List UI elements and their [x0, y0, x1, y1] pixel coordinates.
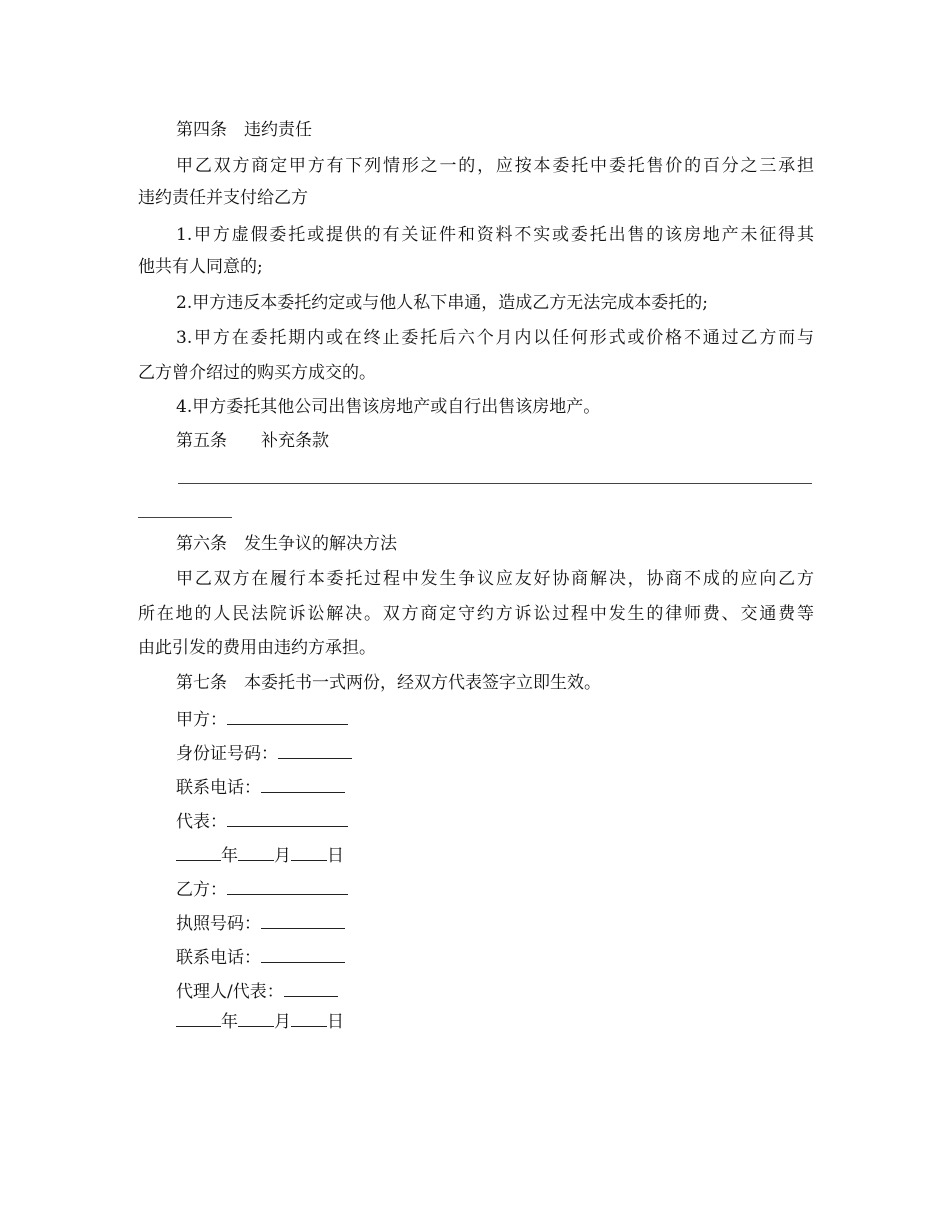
- article-4-item-3-line-2: 乙方曾介绍过的购买方成交的。: [138, 363, 376, 383]
- party-b-license-label: 执照号码：: [176, 914, 261, 933]
- party-a-date-row: [176, 843, 814, 865]
- party-b-agent-label: 代理人/代表：: [176, 982, 284, 1001]
- article-4-heading: 第四条 违约责任: [176, 120, 312, 140]
- party-a-month-blank[interactable]: [238, 843, 274, 861]
- party-b-name-label: 乙方：: [176, 880, 227, 899]
- party-b-phone-blank[interactable]: [261, 945, 345, 963]
- supplementary-terms-rule-continued: [138, 517, 232, 518]
- article-4-intro-line-2: 违约责任并支付给乙方: [138, 188, 308, 208]
- article-4-item-1-line-2: 他共有人同意的;: [138, 257, 263, 277]
- party-a-name-blank[interactable]: [227, 707, 348, 725]
- article-4-item-3-line-1: 3.甲方在委托期内或在终止委托后六个月内以任何形式或价格不通过乙方而与: [176, 328, 814, 348]
- party-a-rep-blank[interactable]: [227, 809, 348, 827]
- article-5-heading: 第五条 补充条款: [176, 431, 329, 451]
- party-b-day-blank[interactable]: [291, 1009, 327, 1027]
- article-4-item-4: 4.甲方委托其他公司出售该房地产或自行出售该房地产。: [176, 397, 601, 417]
- party-a-year-label: 年: [221, 846, 238, 865]
- article-6-line-3: 由此引发的费用由违约方承担。: [138, 638, 376, 658]
- party-a-month-label: 月: [274, 846, 291, 865]
- party-b-agent-blank[interactable]: [284, 979, 338, 997]
- party-a-id-blank[interactable]: [278, 741, 352, 759]
- party-a-id-row: [176, 741, 814, 763]
- article-4-item-2: 2.甲方违反本委托约定或与他人私下串通，造成乙方无法完成本委托的;: [176, 293, 708, 313]
- party-a-rep-row: [176, 809, 814, 831]
- party-a-day-label: 日: [327, 846, 344, 865]
- article-6-heading: 第六条 发生争议的解决方法: [176, 534, 397, 554]
- article-4-intro-line-1: 甲乙双方商定甲方有下列情形之一的，应按本委托中委托售价的百分之三承担: [176, 156, 814, 176]
- party-a-day-blank[interactable]: [291, 843, 327, 861]
- party-b-year-label: 年: [221, 1012, 238, 1031]
- article-6-line-1: 甲乙双方在履行本委托过程中发生争议应友好协商解决，协商不成的应向乙方: [176, 569, 814, 589]
- party-b-month-label: 月: [274, 1012, 291, 1031]
- party-a-rep-label: 代表：: [176, 812, 227, 831]
- party-b-day-label: 日: [327, 1012, 344, 1031]
- party-a-phone-blank[interactable]: [261, 775, 345, 793]
- party-a-name-label: 甲方：: [176, 710, 227, 729]
- party-b-license-blank[interactable]: [261, 911, 345, 929]
- party-b-date-row: [176, 1009, 814, 1031]
- party-b-phone-row: [176, 945, 814, 967]
- party-a-name-row: [176, 707, 814, 729]
- party-b-license-row: [176, 911, 814, 933]
- party-b-name-row: [176, 877, 814, 899]
- party-a-phone-label: 联系电话：: [176, 778, 261, 797]
- party-a-phone-row: [176, 775, 814, 797]
- party-b-month-blank[interactable]: [238, 1009, 274, 1027]
- party-b-name-blank[interactable]: [227, 877, 348, 895]
- article-4-item-1-line-1: 1.甲方虚假委托或提供的有关证件和资料不实或委托出售的该房地产未征得其: [176, 225, 814, 245]
- article-6-line-2: 所在地的人民法院诉讼解决。双方商定守约方诉讼过程中发生的律师费、交通费等: [138, 604, 814, 624]
- article-7-heading: 第七条 本委托书一式两份，经双方代表签字立即生效。: [176, 673, 601, 693]
- supplementary-terms-rule: [178, 483, 812, 484]
- party-a-id-label: 身份证号码：: [176, 744, 278, 763]
- party-b-phone-label: 联系电话：: [176, 948, 261, 967]
- party-a-year-blank[interactable]: [176, 843, 221, 861]
- party-b-year-blank[interactable]: [176, 1009, 221, 1027]
- party-b-agent-row: [176, 979, 814, 1001]
